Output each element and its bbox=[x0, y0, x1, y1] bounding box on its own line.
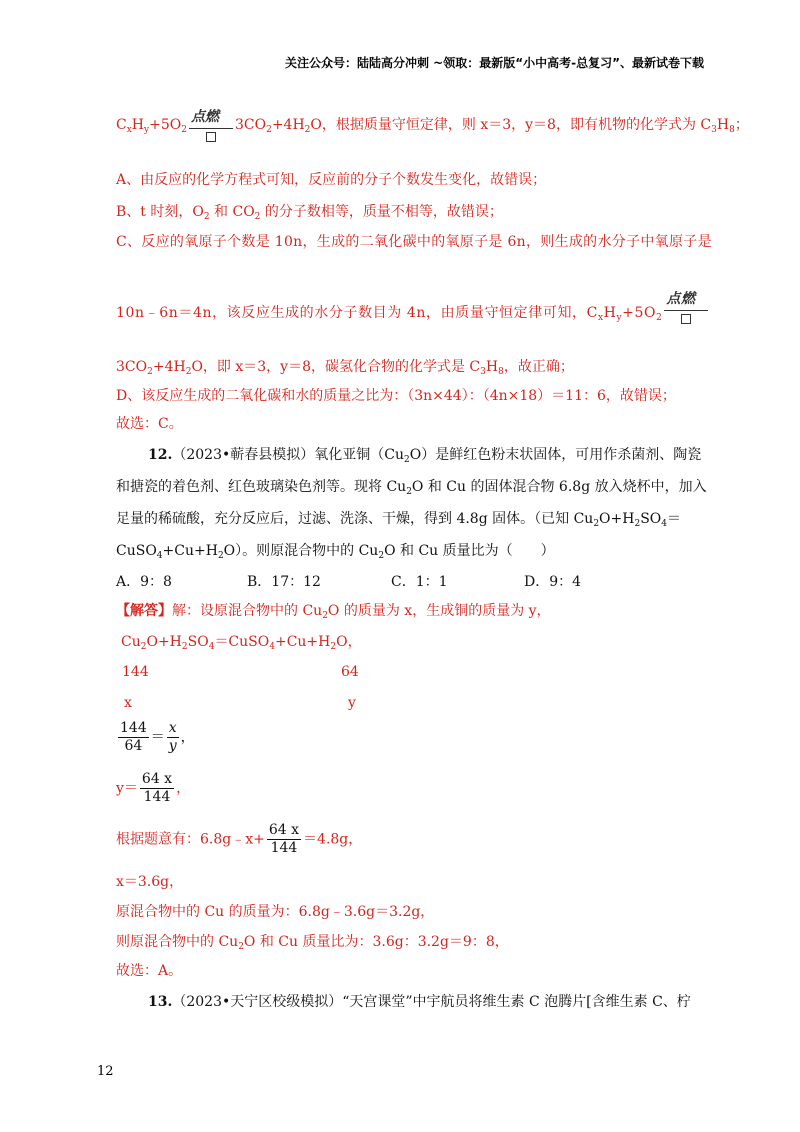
option-a-explanation: A、由反应的化学方程式可知，反应前的分子个数发生变化，故错误； bbox=[116, 172, 547, 188]
condition-ignite-2: 点燃 bbox=[664, 290, 708, 324]
q13-line-1: 13.（2023•天宁区校级模拟）“天宫课堂”中宇航员将维生素 C 泡腾片[含维生素 C、柠 bbox=[148, 994, 691, 1010]
x-value: x＝3.6g， bbox=[116, 874, 184, 890]
q12-line-2: 和搪瓷的着色剂、红色玻璃染色剂等。现将 $Cu_2O$ 和 Cu 的固体混合物 6.8g 放入烧杯中，加入 bbox=[116, 479, 707, 497]
mass-equation: 根据题意有：6.8g﹣x+ $\frac{64 x}{144}$ ＝4.8g， bbox=[116, 822, 363, 856]
page-header: 关注公众号：陆陆高分冲刺 ~领取：最新版“小中高考-总复习”、最新试卷下载 bbox=[285, 56, 704, 70]
q12-answer: 故选：A。 bbox=[116, 963, 183, 979]
option-c-explanation-3: $3CO_2+4H_2O$，即 x＝3，y＝8，碳氢化合物的化学式是 $C_3H_8$，故正确； bbox=[116, 359, 574, 377]
q12-line-4: $CuSO_4+Cu+H_2O$）。则原混合物中的 $Cu_2O$ 和 Cu 质量比为（ ） bbox=[116, 543, 555, 561]
q12-line-3: 足量的稀硫酸，充分反应后，过滤、洗涤、干燥，得到 4.8g 固体。（已知 $Cu_2O+H_2SO_4=$ bbox=[116, 511, 682, 529]
q12-option-d: D．9：4 bbox=[524, 574, 582, 590]
q12-option-a: A．9：8 bbox=[116, 574, 172, 590]
molar-mass-cu2o: 144 bbox=[122, 664, 149, 680]
equation-line-1: $C_xH_y+5O_2$ 点燃 $3CO_2+4H_2O$，根据质量守恒定律，则 x＝3，y＝8，即有机物的化学式为 $C_3H_8$； bbox=[116, 108, 749, 142]
q12-option-c: C．1：1 bbox=[391, 574, 448, 590]
y-expression: y＝ $\frac{64 x}{144}$ ， bbox=[116, 771, 191, 805]
mass-ratio: 则原混合物中的 $Cu_2O$ 和 Cu 质量比为：3.6g：3.2g＝9：8， bbox=[116, 934, 509, 952]
option-b-explanation: B、t 时刻，$O_2$ 和 $CO_2$ 的分子数相等，质量不相等，故错误； bbox=[116, 204, 503, 222]
proportion-equation: $\frac{144}{64}$ ＝ $\frac{x}{y}$ ， bbox=[120, 720, 195, 754]
variable-x: x bbox=[124, 695, 132, 711]
q11-answer: 故选：C。 bbox=[116, 416, 183, 432]
molar-mass-cu: 64 bbox=[341, 664, 359, 680]
option-d-explanation: D、该反应生成的二氧化碳和水的质量之比为：（3n×44）：（4n×18）＝11：6，故错误； bbox=[116, 388, 676, 404]
q12-line-1: 12.（2023•蕲春县模拟）氧化亚铜$(Cu_2O)$是鲜红色粉末状固体，可用作杀菌剂、陶瓷 bbox=[148, 447, 702, 465]
cu-mass: 原混合物中的 Cu 的质量为：6.8g﹣3.6g＝3.2g， bbox=[116, 904, 435, 920]
reaction-equation: $Cu_2O+H_2SO_4=CuSO_4+Cu+H_2O$， bbox=[121, 634, 362, 652]
page-number: 12 bbox=[97, 1064, 114, 1079]
condition-ignite: 点燃 bbox=[189, 108, 233, 142]
variable-y: y bbox=[348, 695, 356, 711]
solution-line-1: 【解答】解：设原混合物中的 $Cu_2O$ 的质量为 x，生成铜的质量为 y， bbox=[116, 603, 551, 621]
q12-option-b: B．17：12 bbox=[247, 574, 321, 590]
option-c-explanation-1: C、反应的氧原子个数是 10n，生成的二氧化碳中的氧原子是 6n，则生成的水分子中氧原子是 bbox=[116, 234, 712, 250]
option-c-explanation-2: 10n﹣6n＝4n，该反应生成的水分子数目为 4n，由质量守恒定律可知，$C_xH_y+5O_2$ 点燃 bbox=[116, 296, 710, 330]
